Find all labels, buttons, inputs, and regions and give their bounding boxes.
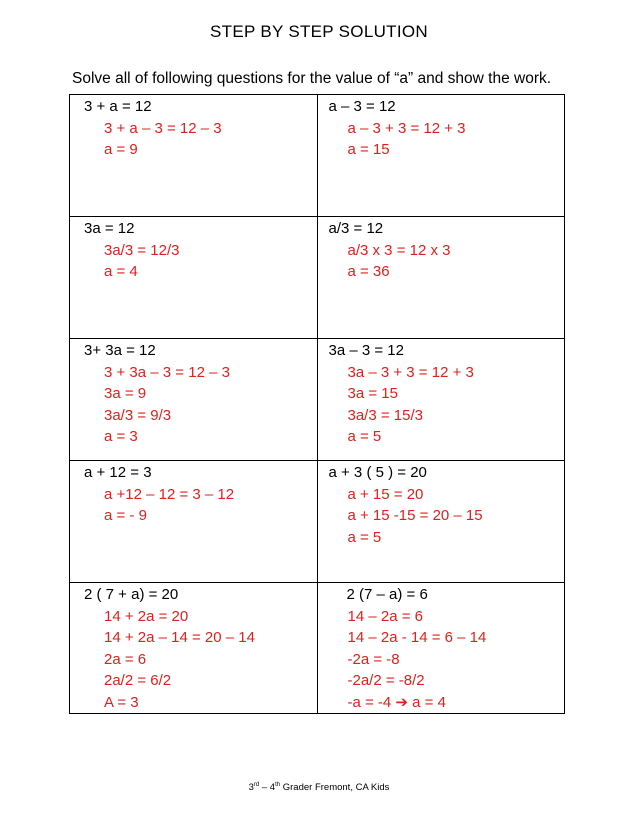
solution-step: 14 – 2a - 14 = 6 – 14 xyxy=(347,629,487,646)
solution-step: 3a/3 = 12/3 xyxy=(104,241,180,259)
solution-step: 14 + 2a = 20 xyxy=(104,607,189,625)
solution-step: a = 9 xyxy=(104,141,138,158)
solution-step: A = 3 xyxy=(104,693,139,711)
problem-question: 3a – 3 = 12 xyxy=(328,342,404,359)
page-footer xyxy=(0,782,638,793)
solution-step: a – 3 + 3 = 12 + 3 xyxy=(347,119,466,137)
problem-question: 2 ( 7 + a) = 20 xyxy=(84,586,179,603)
instructions: Solve all of following questions for the value of “a” and show the work. xyxy=(72,70,552,87)
solution-step: a = - 9 xyxy=(104,507,147,524)
problem-cell xyxy=(70,461,318,583)
problem-row xyxy=(70,217,565,339)
solution-step: 3a/3 = 9/3 xyxy=(104,406,172,424)
problem-cell xyxy=(317,339,565,461)
problem-row xyxy=(70,339,565,461)
solution-step: a +12 – 12 = 3 – 12 xyxy=(104,485,235,503)
solution-step: a/3 x 3 = 12 x 3 xyxy=(347,241,451,259)
solution-step: -2a/2 = -8/2 xyxy=(347,672,425,689)
problem-cell xyxy=(70,339,318,461)
problem-cell xyxy=(317,461,565,583)
solution-step: 2a/2 = 6/2 xyxy=(104,672,172,689)
solution-step: 14 + 2a – 14 = 20 – 14 xyxy=(104,629,255,646)
problem-row xyxy=(70,95,565,217)
footer-grade-end: 4 xyxy=(269,782,276,794)
solution-step: a + 15 -15 = 20 – 15 xyxy=(347,507,483,524)
page-title: STEP BY STEP SOLUTION xyxy=(210,22,428,41)
problem-cell xyxy=(317,95,565,217)
problem-cell xyxy=(70,95,318,217)
problem-question: a – 3 = 12 xyxy=(328,98,396,115)
solution-step: 3a/3 = 15/3 xyxy=(347,406,423,424)
problem-question: a/3 = 12 xyxy=(328,220,384,237)
footer-text: Grader Fremont, CA Kids xyxy=(280,782,390,794)
problem-cell xyxy=(70,217,318,339)
solution-step: 3 + 3a – 3 = 12 – 3 xyxy=(104,363,230,381)
problem-question: a + 3 ( 5 ) = 20 xyxy=(328,464,427,481)
solution-step: a = 36 xyxy=(347,263,390,280)
problem-question: 2 (7 – a) = 6 xyxy=(346,586,428,603)
solution-step: a = 3 xyxy=(104,428,138,445)
footer-dash: – xyxy=(259,782,270,794)
problem-row xyxy=(70,461,565,583)
solution-step: a = 4 xyxy=(104,263,138,280)
solution-step: a + 15 = 20 xyxy=(347,485,424,503)
solution-step: 14 – 2a = 6 xyxy=(347,607,423,625)
problem-cell xyxy=(317,583,565,714)
solution-step: 2a = 6 xyxy=(104,650,147,668)
problem-grid xyxy=(69,94,565,714)
footer-grade-start: 3 xyxy=(248,782,254,794)
solution-step: -2a = -8 xyxy=(347,650,400,668)
solution-step: 3 + a – 3 = 12 – 3 xyxy=(104,119,222,137)
solution-step: -a = -4 ➔ a = 4 xyxy=(347,693,446,711)
problem-question: 3 + a = 12 xyxy=(84,98,152,115)
problem-cell xyxy=(70,583,318,714)
solution-step: a = 15 xyxy=(347,141,390,158)
footer-grade-start-suffix: rd xyxy=(253,782,260,788)
solution-step: 3a = 9 xyxy=(104,385,147,402)
solution-step: 3a = 15 xyxy=(347,385,398,402)
problem-cell xyxy=(317,217,565,339)
footer-grade-end-suffix: th xyxy=(275,782,281,788)
problem-question: 3+ 3a = 12 xyxy=(84,342,156,359)
problem-question: 3a = 12 xyxy=(84,220,135,237)
problem-question: a + 12 = 3 xyxy=(84,464,152,481)
solution-step: 3a – 3 + 3 = 12 + 3 xyxy=(347,363,474,381)
solution-step: a = 5 xyxy=(347,528,382,546)
solution-step: a = 5 xyxy=(347,428,382,445)
problem-row xyxy=(70,583,565,714)
